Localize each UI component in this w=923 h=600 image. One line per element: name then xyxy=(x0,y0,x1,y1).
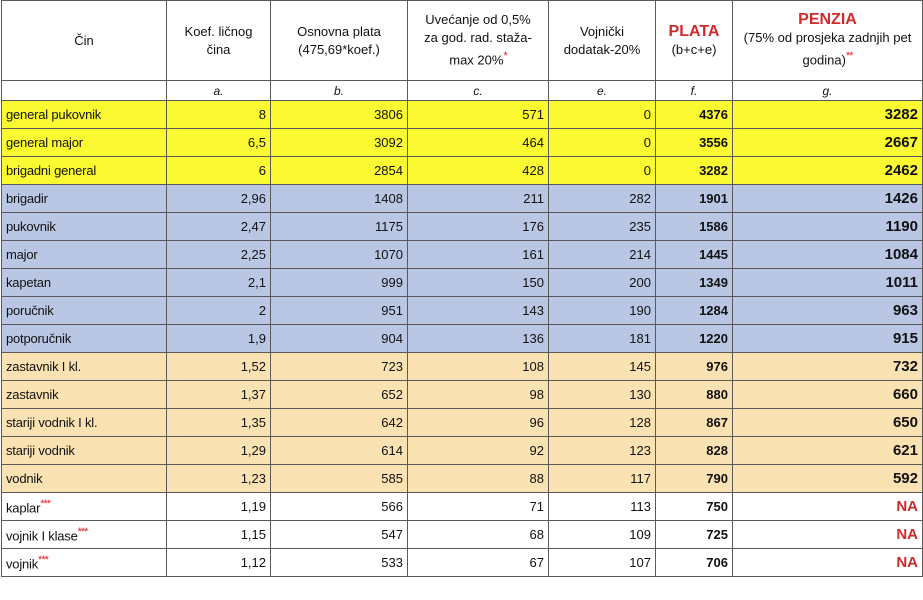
military-allowance-cell xyxy=(549,409,656,437)
military-allowance-cell xyxy=(549,325,656,353)
plata-cell-value: 828 xyxy=(706,443,728,458)
increase-cell xyxy=(408,213,549,241)
coefficient-cell-value: 1,19 xyxy=(240,499,266,514)
rank-cell xyxy=(2,297,167,325)
increase-cell-value: 150 xyxy=(522,275,544,290)
coefficient-cell-value: 1,29 xyxy=(240,443,266,458)
coefficient-cell xyxy=(167,269,271,297)
increase-cell-value: 88 xyxy=(529,471,544,486)
rank-cell-value: major xyxy=(6,247,38,262)
coefficient-cell-value: 1,37 xyxy=(240,387,266,402)
penzia-cell xyxy=(733,269,923,297)
table-row xyxy=(2,409,923,437)
penzia-cell-value: 621 xyxy=(892,442,918,459)
table-row xyxy=(2,493,923,521)
increase-cell xyxy=(408,269,549,297)
plata-cell xyxy=(656,437,733,465)
rank-cell-value: general major xyxy=(6,135,83,150)
penzia-cell xyxy=(733,521,923,549)
letter-rank xyxy=(2,81,167,101)
military-allowance-cell-value: 181 xyxy=(629,331,651,346)
plata-cell xyxy=(656,549,733,577)
table-row xyxy=(2,129,923,157)
penzia-cell xyxy=(733,465,923,493)
penzia-cell-value: 592 xyxy=(892,470,918,487)
penzia-cell xyxy=(733,297,923,325)
rank-cell-value: poručnik xyxy=(6,303,54,318)
letter-c: c. xyxy=(408,81,549,101)
header-increase-line2: za god. rad. staža- xyxy=(424,30,532,46)
increase-cell xyxy=(408,353,549,381)
coefficient-cell xyxy=(167,493,271,521)
base-pay-cell xyxy=(271,353,408,381)
plata-cell xyxy=(656,493,733,521)
header-plata xyxy=(656,1,733,81)
increase-cell xyxy=(408,157,549,185)
coefficient-cell xyxy=(167,157,271,185)
base-pay-cell xyxy=(271,269,408,297)
letter-f: f. xyxy=(656,81,733,101)
base-pay-cell xyxy=(271,101,408,129)
penzia-cell xyxy=(733,101,923,129)
plata-cell xyxy=(656,325,733,353)
plata-cell xyxy=(656,409,733,437)
rank-cell-value: kapetan xyxy=(6,275,51,290)
plata-cell-value: 1349 xyxy=(699,275,728,290)
plata-cell xyxy=(656,129,733,157)
penzia-cell xyxy=(733,353,923,381)
increase-cell xyxy=(408,437,549,465)
rank-cell-value: stariji vodnik xyxy=(6,443,75,458)
penzia-cell xyxy=(733,129,923,157)
military-allowance-cell xyxy=(549,465,656,493)
rank-cell xyxy=(2,101,167,129)
penzia-cell-value: NA xyxy=(896,554,918,571)
rank-cell xyxy=(2,409,167,437)
rank-cell xyxy=(2,325,167,353)
salary-table xyxy=(1,0,923,577)
base-pay-cell-value: 547 xyxy=(381,527,403,542)
plata-cell xyxy=(656,185,733,213)
plata-cell-value: 1586 xyxy=(699,219,728,234)
military-allowance-cell-value: 0 xyxy=(643,107,651,122)
increase-cell xyxy=(408,493,549,521)
header-penzia-title: PENZIA xyxy=(798,11,857,29)
base-pay-cell xyxy=(271,549,408,577)
coefficient-cell-value: 8 xyxy=(258,107,266,122)
increase-cell xyxy=(408,101,549,129)
plata-cell xyxy=(656,269,733,297)
rank-cell xyxy=(2,381,167,409)
coefficient-cell-value: 1,9 xyxy=(247,331,266,346)
coefficient-cell xyxy=(167,381,271,409)
increase-cell xyxy=(408,297,549,325)
rank-cell xyxy=(2,241,167,269)
plata-cell xyxy=(656,521,733,549)
table-row xyxy=(2,269,923,297)
military-allowance-cell xyxy=(549,241,656,269)
rank-cell-value: pukovnik xyxy=(6,219,56,234)
penzia-cell-value: 2462 xyxy=(884,162,918,179)
increase-cell-value: 176 xyxy=(522,219,544,234)
plata-cell xyxy=(656,381,733,409)
coefficient-cell-value: 6,5 xyxy=(247,135,266,150)
rank-cell-value: zastavnik xyxy=(6,387,59,402)
letter-b: b. xyxy=(271,81,408,101)
plata-cell-value: 790 xyxy=(706,471,728,486)
rank-cell xyxy=(2,157,167,185)
plata-cell-value: 3282 xyxy=(699,163,728,178)
coefficient-cell-value: 1,12 xyxy=(240,555,266,570)
military-allowance-cell xyxy=(549,129,656,157)
rank-cell xyxy=(2,521,167,549)
penzia-cell-value: 2667 xyxy=(884,134,918,151)
increase-cell xyxy=(408,129,549,157)
coefficient-cell xyxy=(167,465,271,493)
coefficient-cell xyxy=(167,549,271,577)
header-coefficient: Koef. ličnog čina xyxy=(167,1,271,81)
increase-cell-value: 108 xyxy=(522,359,544,374)
penzia-cell-value: 1190 xyxy=(885,218,918,235)
base-pay-cell-value: 652 xyxy=(381,387,403,402)
military-allowance-cell xyxy=(549,381,656,409)
base-pay-cell-value: 3806 xyxy=(374,107,403,122)
increase-cell-value: 92 xyxy=(529,443,544,458)
header-rank: Čin xyxy=(2,1,167,81)
base-pay-cell xyxy=(271,465,408,493)
military-allowance-cell-value: 190 xyxy=(629,303,651,318)
base-pay-cell-value: 614 xyxy=(381,443,403,458)
coefficient-cell-value: 2,25 xyxy=(240,247,266,262)
military-allowance-cell xyxy=(549,353,656,381)
plata-cell-value: 750 xyxy=(706,499,728,514)
plata-cell-value: 1284 xyxy=(699,303,728,318)
table-row xyxy=(2,297,923,325)
letter-e: e. xyxy=(549,81,656,101)
rank-cell xyxy=(2,437,167,465)
header-increase-footnote: * xyxy=(503,50,507,63)
header-increase xyxy=(408,1,549,81)
penzia-cell xyxy=(733,437,923,465)
rank-cell xyxy=(2,493,167,521)
plata-cell xyxy=(656,101,733,129)
base-pay-cell-value: 3092 xyxy=(374,135,403,150)
coefficient-cell-value: 1,23 xyxy=(240,471,266,486)
header-base-pay: Osnovna plata (475,69*koef.) xyxy=(271,1,408,81)
coefficient-cell xyxy=(167,185,271,213)
table-row xyxy=(2,437,923,465)
table-row xyxy=(2,101,923,129)
military-allowance-cell-value: 117 xyxy=(630,471,651,486)
base-pay-cell xyxy=(271,409,408,437)
increase-cell xyxy=(408,381,549,409)
coefficient-cell xyxy=(167,129,271,157)
plata-cell-value: 725 xyxy=(706,527,728,542)
base-pay-cell-value: 566 xyxy=(381,499,403,514)
penzia-cell xyxy=(733,241,923,269)
coefficient-cell xyxy=(167,241,271,269)
penzia-cell xyxy=(733,381,923,409)
rank-cell-value: brigadir xyxy=(6,191,48,206)
increase-cell-value: 428 xyxy=(522,163,544,178)
table-row xyxy=(2,549,923,577)
plata-cell xyxy=(656,241,733,269)
penzia-cell-value: 1011 xyxy=(885,274,918,291)
increase-cell-value: 211 xyxy=(523,191,544,206)
plata-cell xyxy=(656,353,733,381)
base-pay-cell-value: 723 xyxy=(381,359,403,374)
penzia-cell xyxy=(733,213,923,241)
military-allowance-cell xyxy=(549,437,656,465)
rank-cell-value: potporučnik xyxy=(6,331,72,346)
coefficient-cell xyxy=(167,101,271,129)
increase-cell-value: 96 xyxy=(529,415,544,430)
penzia-cell-value: 3282 xyxy=(884,106,918,123)
plata-cell xyxy=(656,465,733,493)
military-allowance-cell-value: 214 xyxy=(629,247,651,262)
rank-cell xyxy=(2,185,167,213)
rank-cell-value: vojnik I klase xyxy=(6,528,78,544)
military-allowance-cell xyxy=(549,101,656,129)
military-allowance-cell-value: 145 xyxy=(629,359,651,374)
plata-cell-value: 1445 xyxy=(699,247,728,262)
plata-cell-value: 1220 xyxy=(699,331,728,346)
rank-cell xyxy=(2,465,167,493)
coefficient-cell xyxy=(167,521,271,549)
coefficient-cell-value: 2,96 xyxy=(240,191,266,206)
base-pay-cell xyxy=(271,521,408,549)
military-allowance-cell xyxy=(549,269,656,297)
coefficient-cell-value: 2,47 xyxy=(240,219,266,234)
plata-cell-value: 3556 xyxy=(699,135,728,150)
increase-cell-value: 464 xyxy=(522,135,544,150)
header-penzia-note: (75% od prosjeka zadnjih pet godina) xyxy=(743,30,912,68)
table-row xyxy=(2,381,923,409)
increase-cell xyxy=(408,241,549,269)
header-penzia-footnote: ** xyxy=(845,50,853,63)
rank-cell xyxy=(2,129,167,157)
header-plata-title: PLATA xyxy=(668,22,720,40)
base-pay-cell-value: 1408 xyxy=(374,191,403,206)
base-pay-cell xyxy=(271,213,408,241)
plata-cell-value: 706 xyxy=(706,555,728,570)
military-allowance-cell-value: 128 xyxy=(629,415,651,430)
plata-cell xyxy=(656,297,733,325)
military-allowance-cell-value: 235 xyxy=(629,219,651,234)
base-pay-cell xyxy=(271,129,408,157)
base-pay-cell-value: 904 xyxy=(381,331,403,346)
increase-cell xyxy=(408,185,549,213)
rank-footnote-mark: *** xyxy=(38,553,48,566)
header-increase-line1: Uvećanje od 0,5% xyxy=(425,12,531,28)
increase-cell-value: 68 xyxy=(529,527,544,542)
increase-cell-value: 571 xyxy=(522,107,544,122)
increase-cell-value: 143 xyxy=(522,303,544,318)
table-row xyxy=(2,157,923,185)
plata-cell-value: 1901 xyxy=(699,191,728,206)
military-allowance-cell-value: 130 xyxy=(629,387,651,402)
military-allowance-cell-value: 113 xyxy=(630,499,651,514)
penzia-cell-value: NA xyxy=(896,498,918,515)
rank-cell xyxy=(2,269,167,297)
rank-cell-value: zastavnik I kl. xyxy=(6,359,82,374)
plata-cell-value: 880 xyxy=(706,387,728,402)
coefficient-cell xyxy=(167,213,271,241)
base-pay-cell-value: 533 xyxy=(381,555,403,570)
coefficient-cell xyxy=(167,297,271,325)
coefficient-cell xyxy=(167,353,271,381)
letter-a: a. xyxy=(167,81,271,101)
base-pay-cell xyxy=(271,325,408,353)
military-allowance-cell-value: 107 xyxy=(629,555,651,570)
table-body xyxy=(2,101,923,577)
base-pay-cell xyxy=(271,241,408,269)
increase-cell-value: 161 xyxy=(522,247,544,262)
plata-cell-value: 4376 xyxy=(699,107,728,122)
base-pay-cell xyxy=(271,297,408,325)
rank-cell xyxy=(2,213,167,241)
rank-footnote-mark: *** xyxy=(40,497,51,510)
military-allowance-cell xyxy=(549,549,656,577)
column-letter-row xyxy=(2,81,923,101)
base-pay-cell-value: 585 xyxy=(381,471,403,486)
penzia-cell xyxy=(733,185,923,213)
header-plata-formula: (b+c+e) xyxy=(671,41,717,57)
penzia-cell-value: 1084 xyxy=(884,246,918,263)
letter-g: g. xyxy=(733,81,923,101)
base-pay-cell-value: 1070 xyxy=(374,247,403,262)
penzia-cell xyxy=(733,157,923,185)
military-allowance-cell xyxy=(549,185,656,213)
base-pay-cell xyxy=(271,381,408,409)
increase-cell xyxy=(408,325,549,353)
rank-cell-value: kaplar xyxy=(6,500,41,516)
increase-cell xyxy=(408,549,549,577)
increase-cell xyxy=(408,465,549,493)
table-row xyxy=(2,465,923,493)
rank-footnote-mark: *** xyxy=(77,525,88,538)
coefficient-cell-value: 2 xyxy=(258,303,266,318)
base-pay-cell-value: 2854 xyxy=(374,163,403,178)
base-pay-cell xyxy=(271,157,408,185)
penzia-cell-value: 963 xyxy=(892,302,918,319)
penzia-cell-value: 1426 xyxy=(884,190,918,207)
penzia-cell-value: 660 xyxy=(892,386,918,403)
header-penzia xyxy=(733,1,923,81)
rank-cell-value: brigadni general xyxy=(6,163,97,178)
penzia-cell xyxy=(733,409,923,437)
base-pay-cell-value: 1175 xyxy=(375,219,403,234)
header-increase-line3: max 20% xyxy=(449,52,504,68)
penzia-cell xyxy=(733,325,923,353)
military-allowance-cell xyxy=(549,157,656,185)
table-row xyxy=(2,185,923,213)
military-allowance-cell xyxy=(549,213,656,241)
base-pay-cell-value: 999 xyxy=(381,275,403,290)
base-pay-cell-value: 951 xyxy=(381,303,403,318)
increase-cell xyxy=(408,409,549,437)
penzia-cell xyxy=(733,549,923,577)
table-row xyxy=(2,241,923,269)
military-allowance-cell xyxy=(549,521,656,549)
table-row xyxy=(2,521,923,549)
increase-cell-value: 98 xyxy=(529,387,544,402)
coefficient-cell xyxy=(167,325,271,353)
header-military-allowance: Vojnički dodatak-20% xyxy=(549,1,656,81)
penzia-cell-value: 650 xyxy=(892,414,918,431)
rank-cell-value: vojnik xyxy=(6,556,39,572)
rank-cell-value: stariji vodnik I kl. xyxy=(6,415,98,430)
table-row xyxy=(2,325,923,353)
coefficient-cell-value: 1,52 xyxy=(240,359,266,374)
increase-cell-value: 67 xyxy=(529,555,544,570)
military-allowance-cell-value: 200 xyxy=(629,275,651,290)
coefficient-cell xyxy=(167,437,271,465)
header-row xyxy=(2,1,923,81)
coefficient-cell-value: 1,15 xyxy=(240,527,266,542)
increase-cell xyxy=(408,521,549,549)
coefficient-cell-value: 6 xyxy=(258,163,266,178)
coefficient-cell-value: 1,35 xyxy=(240,415,266,430)
penzia-cell-value: NA xyxy=(896,526,918,543)
base-pay-cell xyxy=(271,493,408,521)
plata-cell-value: 867 xyxy=(706,415,728,430)
military-allowance-cell-value: 0 xyxy=(643,135,651,150)
plata-cell xyxy=(656,157,733,185)
increase-cell-value: 71 xyxy=(529,499,544,514)
table-row xyxy=(2,353,923,381)
military-allowance-cell-value: 282 xyxy=(629,191,651,206)
rank-cell xyxy=(2,549,167,577)
penzia-cell-value: 732 xyxy=(892,358,918,375)
military-allowance-cell-value: 123 xyxy=(629,443,651,458)
rank-cell-value: general pukovnik xyxy=(6,107,102,122)
military-allowance-cell xyxy=(549,297,656,325)
increase-cell-value: 136 xyxy=(522,331,544,346)
military-allowance-cell-value: 0 xyxy=(643,163,651,178)
base-pay-cell xyxy=(271,185,408,213)
rank-cell xyxy=(2,353,167,381)
rank-cell-value: vodnik xyxy=(6,471,43,486)
military-allowance-cell xyxy=(549,493,656,521)
coefficient-cell xyxy=(167,409,271,437)
plata-cell xyxy=(656,213,733,241)
coefficient-cell-value: 2,1 xyxy=(247,275,266,290)
penzia-cell-value: 915 xyxy=(892,330,918,347)
base-pay-cell xyxy=(271,437,408,465)
base-pay-cell-value: 642 xyxy=(381,415,403,430)
military-allowance-cell-value: 109 xyxy=(629,527,651,542)
penzia-cell xyxy=(733,493,923,521)
plata-cell-value: 976 xyxy=(706,359,728,374)
table-row xyxy=(2,213,923,241)
